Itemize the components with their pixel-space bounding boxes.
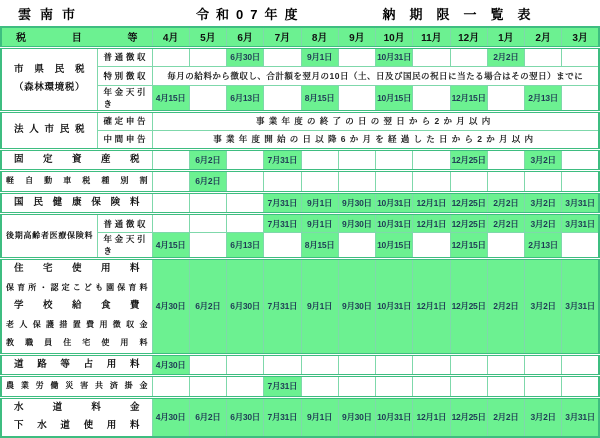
deadline-cell <box>152 171 189 193</box>
tax-name-cell <box>1 397 152 437</box>
deadline-cell <box>413 47 450 66</box>
deadline-cell <box>450 171 487 193</box>
deadline-cell: 2月2日 <box>487 214 524 233</box>
deadline-cell: 3月2日 <box>525 214 562 233</box>
tax-name-line: 法人市民税 <box>14 123 85 135</box>
deadline-cell: 6月30日 <box>227 259 264 355</box>
deadline-cell <box>562 354 599 376</box>
month-header: 12月 <box>450 27 487 47</box>
tax-name-cell <box>1 47 97 111</box>
deadline-cell: 6月30日 <box>227 47 264 66</box>
deadline-cell <box>152 192 189 214</box>
tax-name-line: （森林環境税） <box>14 82 85 93</box>
deadline-cell <box>264 47 301 66</box>
deadline-cell <box>562 376 599 398</box>
deadline-cell: 7月31日 <box>264 397 301 437</box>
deadline-cell: 4月30日 <box>152 397 189 437</box>
deadline-cell <box>189 214 226 233</box>
month-header: 9月 <box>338 27 375 47</box>
deadline-cell: 9月30日 <box>338 397 375 437</box>
month-header: 4月 <box>152 27 189 47</box>
tax-name-cell <box>1 354 152 376</box>
month-header: 10月 <box>376 27 413 47</box>
deadline-cell <box>338 171 375 193</box>
tax-name-cell <box>1 111 97 149</box>
fiscal-year-title: 令和07年度 <box>196 6 305 22</box>
deadline-cell <box>189 354 226 376</box>
tax-name-cell <box>1 192 152 214</box>
deadline-cell <box>264 85 301 111</box>
table-row <box>1 214 599 233</box>
tax-name-line: 住宅使用料 <box>14 263 140 274</box>
deadline-cell <box>376 171 413 193</box>
tax-name-line: 国民健康保険料 <box>14 196 140 208</box>
deadline-cell: 12月1日 <box>413 397 450 437</box>
table-row <box>1 171 599 193</box>
deadline-cell: 8月15日 <box>301 85 338 111</box>
tax-name-line: 農業労働災害共済掛金 <box>6 381 148 390</box>
deadline-cell <box>264 171 301 193</box>
deadline-cell: 9月1日 <box>301 47 338 66</box>
month-header: 3月 <box>562 27 599 47</box>
tax-name-line: 学校給食費 <box>14 300 140 311</box>
deadline-cell: 12月25日 <box>450 192 487 214</box>
deadline-cell <box>338 233 375 259</box>
tax-name-line: 軽自動車税種別割 <box>6 176 148 185</box>
deadline-cell <box>301 171 338 193</box>
deadline-cell <box>487 171 524 193</box>
month-header: 6月 <box>227 27 264 47</box>
deadline-cell: 7月31日 <box>264 149 301 171</box>
deadline-cell <box>413 354 450 376</box>
deadline-cell: 4月30日 <box>152 354 189 376</box>
deadline-cell <box>525 47 562 66</box>
deadline-cell: 2月13日 <box>525 233 562 259</box>
deadline-cell <box>227 376 264 398</box>
deadline-cell <box>487 376 524 398</box>
deadline-cell: 9月1日 <box>301 259 338 355</box>
deadline-cell: 12月25日 <box>450 149 487 171</box>
deadline-cell <box>301 376 338 398</box>
tax-name-line: 市県民税 <box>14 63 85 75</box>
deadline-cell <box>152 214 189 233</box>
deadline-cell: 3月2日 <box>525 259 562 355</box>
deadline-cell: 2月13日 <box>525 85 562 111</box>
deadline-cell: 6月2日 <box>189 171 226 193</box>
deadline-cell: 2月2日 <box>487 259 524 355</box>
tax-item-header: 税目等 <box>1 27 152 47</box>
deadline-cell <box>450 354 487 376</box>
deadline-cell: 3月31日 <box>562 259 599 355</box>
deadline-cell: 12月15日 <box>450 233 487 259</box>
deadline-cell <box>413 85 450 111</box>
deadline-cell <box>152 47 189 66</box>
tax-name-line: 固定資産税 <box>14 153 140 165</box>
tax-name-cell <box>1 259 152 355</box>
deadline-cell: 3月31日 <box>562 214 599 233</box>
deadline-cell: 2月2日 <box>487 397 524 437</box>
deadline-cell: 6月13日 <box>227 233 264 259</box>
deadline-cell: 3月31日 <box>562 192 599 214</box>
deadline-cell: 7月31日 <box>264 192 301 214</box>
table-row <box>1 397 599 437</box>
table-row <box>1 149 599 171</box>
deadline-cell: 12月25日 <box>450 259 487 355</box>
tax-name-line: 保育所・認定こども園保育料 <box>6 282 148 292</box>
deadline-cell <box>450 376 487 398</box>
deadline-cell <box>227 192 264 214</box>
deadline-cell: 10月31日 <box>376 397 413 437</box>
collection-type-cell: 普通徴収 <box>97 47 152 66</box>
deadline-cell: 10月31日 <box>376 47 413 66</box>
deadline-cell <box>152 149 189 171</box>
deadline-cell <box>525 376 562 398</box>
tax-name-line: 教職員住宅使用料 <box>6 338 148 347</box>
deadline-cell <box>227 149 264 171</box>
deadline-cell: 12月1日 <box>413 214 450 233</box>
note-cell: 毎月の給料から徴収し、合計額を翌月の10日（土、日及び国民の祝日に当たる場合はその翌日）までに <box>152 66 599 85</box>
deadline-cell <box>227 354 264 376</box>
deadline-cell: 9月30日 <box>338 259 375 355</box>
deadline-cell <box>487 149 524 171</box>
month-header: 11月 <box>413 27 450 47</box>
tax-name-line: 道路等占用料 <box>14 358 140 370</box>
tax-name-cell <box>1 171 152 193</box>
deadline-cell: 4月30日 <box>152 259 189 355</box>
tax-name-line: 老人保護措置費用徴収金 <box>6 319 148 329</box>
deadline-table-body <box>1 47 599 437</box>
deadline-cell <box>227 171 264 193</box>
table-row <box>1 47 599 66</box>
deadline-cell: 4月15日 <box>152 85 189 111</box>
deadline-cell: 12月1日 <box>413 259 450 355</box>
deadline-cell <box>189 192 226 214</box>
table-row <box>1 192 599 214</box>
deadline-cell: 4月15日 <box>152 233 189 259</box>
collection-type-cell: 確定申告 <box>97 111 152 130</box>
deadline-cell: 10月31日 <box>376 214 413 233</box>
collection-type-cell: 年金天引き <box>97 85 152 111</box>
table-row <box>1 376 599 398</box>
deadline-cell: 7月31日 <box>264 214 301 233</box>
deadline-cell: 10月31日 <box>376 192 413 214</box>
title-bar <box>0 0 600 26</box>
deadline-cell <box>264 233 301 259</box>
deadline-cell: 9月1日 <box>301 397 338 437</box>
deadline-cell: 9月30日 <box>338 192 375 214</box>
deadline-cell: 7月31日 <box>264 259 301 355</box>
deadline-cell <box>413 233 450 259</box>
deadline-cell <box>562 47 599 66</box>
note-cell: 事業年度開始の日以降6か月を経過した日から2か月以内 <box>152 130 599 149</box>
deadline-cell: 9月1日 <box>301 214 338 233</box>
deadline-cell <box>376 376 413 398</box>
note-cell: 事業年度の終了の日の翌日から2か月以内 <box>152 111 599 130</box>
deadline-cell: 6月13日 <box>227 85 264 111</box>
deadline-cell <box>413 376 450 398</box>
deadline-cell: 3月2日 <box>525 149 562 171</box>
deadline-cell: 12月25日 <box>450 214 487 233</box>
deadline-cell <box>376 149 413 171</box>
deadline-cell: 8月15日 <box>301 233 338 259</box>
deadline-cell <box>338 85 375 111</box>
deadline-cell <box>227 214 264 233</box>
deadline-cell <box>487 85 524 111</box>
table-row <box>1 111 599 130</box>
deadline-cell: 10月31日 <box>376 259 413 355</box>
deadline-cell <box>338 376 375 398</box>
page-title: 納期限一覧表 <box>382 6 545 22</box>
header-row <box>1 27 599 47</box>
table-row <box>1 354 599 376</box>
deadline-cell: 3月31日 <box>562 397 599 437</box>
deadline-cell <box>487 354 524 376</box>
deadline-cell: 9月30日 <box>338 214 375 233</box>
deadline-cell <box>413 171 450 193</box>
deadline-cell: 2月2日 <box>487 47 524 66</box>
deadline-cell: 7月31日 <box>264 376 301 398</box>
month-header: 2月 <box>525 27 562 47</box>
tax-name-cell <box>1 214 97 259</box>
collection-type-cell: 年金天引き <box>97 233 152 259</box>
deadline-cell: 10月15日 <box>376 233 413 259</box>
month-header: 7月 <box>264 27 301 47</box>
deadline-cell: 6月2日 <box>189 149 226 171</box>
deadline-cell <box>264 354 301 376</box>
deadline-cell <box>376 354 413 376</box>
deadline-cell <box>525 354 562 376</box>
table-row <box>1 259 599 355</box>
deadline-cell: 2月2日 <box>487 192 524 214</box>
deadline-cell: 10月15日 <box>376 85 413 111</box>
deadline-cell <box>301 149 338 171</box>
deadline-cell: 6月2日 <box>189 259 226 355</box>
deadline-cell: 9月1日 <box>301 192 338 214</box>
deadline-cell <box>189 85 226 111</box>
deadline-cell: 12月25日 <box>450 397 487 437</box>
deadline-cell <box>338 47 375 66</box>
deadline-cell <box>562 171 599 193</box>
collection-type-cell: 普通徴収 <box>97 214 152 233</box>
tax-name-line: 下水道使用料 <box>14 420 140 431</box>
deadline-cell <box>152 376 189 398</box>
deadline-cell <box>562 85 599 111</box>
city-title: 雲南市 <box>18 6 85 22</box>
deadline-cell <box>487 233 524 259</box>
deadline-cell <box>525 171 562 193</box>
deadline-cell: 12月15日 <box>450 85 487 111</box>
deadline-cell <box>562 149 599 171</box>
payment-deadline-table <box>0 26 600 438</box>
collection-type-cell: 特別徴収 <box>97 66 152 85</box>
deadline-cell <box>189 233 226 259</box>
deadline-cell: 6月2日 <box>189 397 226 437</box>
deadline-cell: 12月1日 <box>413 192 450 214</box>
tax-name-line: 後期高齢者医療保険料 <box>6 230 93 240</box>
tax-name-cell <box>1 149 152 171</box>
deadline-cell <box>189 47 226 66</box>
month-header: 5月 <box>189 27 226 47</box>
month-header: 1月 <box>487 27 524 47</box>
deadline-cell <box>301 354 338 376</box>
deadline-cell: 6月30日 <box>227 397 264 437</box>
tax-name-cell <box>1 376 152 398</box>
tax-name-line: 水道料金 <box>14 401 140 413</box>
deadline-cell <box>338 354 375 376</box>
deadline-cell <box>189 376 226 398</box>
deadline-cell <box>338 149 375 171</box>
collection-type-cell: 中間申告 <box>97 130 152 149</box>
deadline-cell <box>450 47 487 66</box>
deadline-cell: 3月2日 <box>525 192 562 214</box>
deadline-cell <box>562 233 599 259</box>
deadline-cell: 3月2日 <box>525 397 562 437</box>
deadline-cell <box>413 149 450 171</box>
month-header: 8月 <box>301 27 338 47</box>
